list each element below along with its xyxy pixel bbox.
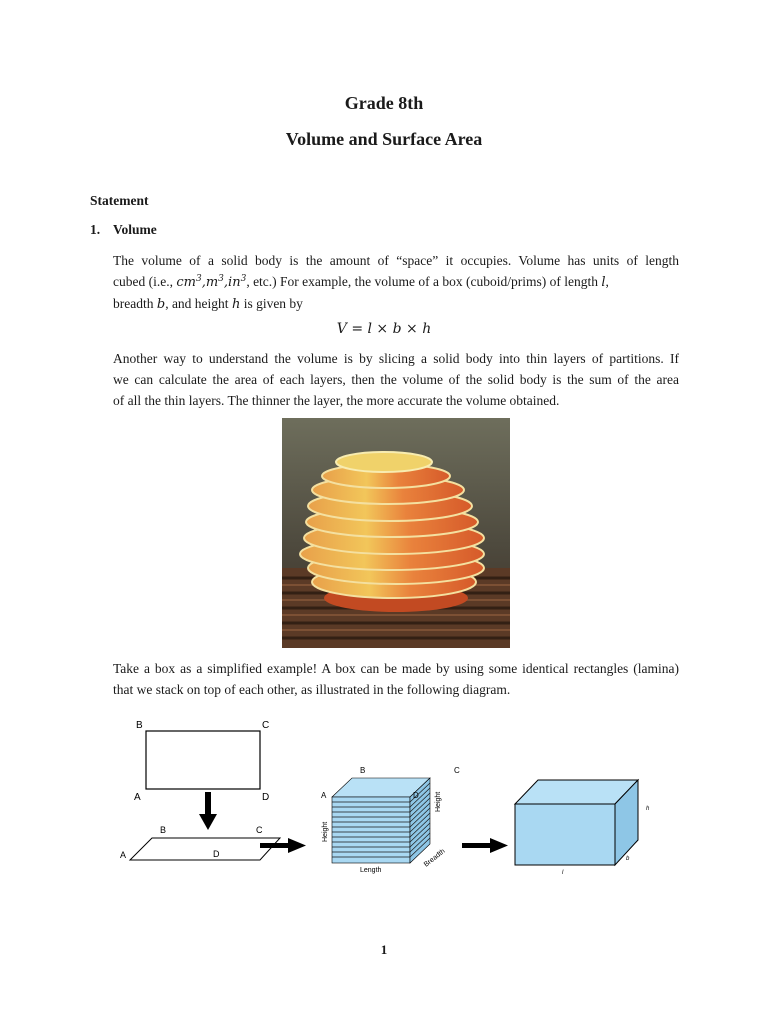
- down-arrow-icon: [199, 792, 217, 830]
- stack-label-a: A: [321, 791, 327, 800]
- slicing-paragraph: [113, 348, 679, 411]
- stack-height-right-label: Height: [435, 791, 442, 812]
- stack-breadth-label: Breadth: [422, 847, 447, 869]
- rect-label-d: D: [262, 792, 270, 803]
- p1-line1: The volume of a solid body is the amount of “space” it occupies. Volume has units of length: [113, 253, 679, 268]
- unit-m-base: m: [205, 275, 219, 290]
- p2-line2: we can calculate the area of each layers, then the volume of the solid body is the sum of the area: [113, 372, 679, 387]
- stack-height-left-label: Height: [322, 821, 329, 842]
- box-label-h: h: [646, 806, 650, 812]
- unit-m-exp: 3: [218, 274, 224, 284]
- p3-line2: that we stack on top of each other, as illustrated in the following diagram.: [113, 682, 511, 697]
- box-stacking-diagram: [110, 712, 670, 882]
- rect-label-a: A: [134, 792, 141, 803]
- p1-line3-text-b: , and height: [165, 296, 232, 311]
- unit-in-base: in: [228, 275, 241, 290]
- item-number: 1.: [90, 222, 101, 237]
- topic-title: Volume and Surface Area: [285, 129, 483, 149]
- box-label-l: l: [562, 870, 564, 876]
- unit-in-exp: 3: [240, 274, 247, 284]
- stack-length-label: Length: [360, 867, 382, 874]
- box-example-paragraph: [113, 658, 679, 700]
- lam-label-a: A: [120, 850, 127, 860]
- item-heading: Volume: [113, 222, 157, 237]
- lam-label-b: B: [160, 825, 167, 835]
- p2-line3: of all the thin layers. The thinner the layer, the more accurate the volume obtained.: [113, 393, 560, 408]
- p3-line1: Take a box as a simplified example! A box can be made by using some identical rectangles (lamina): [113, 661, 679, 676]
- var-l: l: [601, 275, 606, 290]
- flat-lamina: [120, 825, 280, 860]
- stack-label-c: C: [454, 766, 460, 775]
- volume-definition-paragraph: [113, 250, 679, 315]
- sliced-apple-photo: [282, 418, 510, 648]
- section-heading: Statement: [90, 193, 149, 208]
- stacked-laminae: [321, 766, 460, 874]
- solid-box: [515, 780, 650, 876]
- stack-label-b: B: [360, 766, 366, 775]
- unit-in: [228, 275, 246, 290]
- p1-line2-text-c: ,: [605, 274, 609, 289]
- p1-line2-text-a: cubed (i.e.,: [113, 274, 177, 289]
- p1-line3-text-c: is given by: [240, 296, 303, 311]
- rect-label-c: C: [262, 720, 270, 731]
- unit-cm-exp: 3: [195, 274, 202, 284]
- unit-cm-base: cm: [176, 275, 196, 290]
- var-h: h: [231, 297, 241, 312]
- p1-line3: [113, 293, 679, 315]
- right-arrow-icon: [462, 838, 508, 853]
- rectangle-lamina: [134, 720, 269, 803]
- stack-label-d: D: [413, 791, 419, 800]
- unit-m: [206, 275, 224, 290]
- p1-line2: cubed (i.e., $cm^3,m^3,in^3$, etc.) For example, the volume of a box (cuboid/prims) of length l,: [113, 274, 609, 290]
- grade-title: Grade 8th: [344, 93, 424, 113]
- page-number: 1: [380, 942, 388, 957]
- rect-label-b: B: [136, 720, 143, 731]
- var-b: b: [156, 297, 166, 312]
- box-label-b: b: [626, 856, 630, 862]
- unit-cm: [176, 275, 201, 290]
- p2-line1: Another way to understand the volume is by slicing a solid body into thin layers of partitions. If: [113, 351, 679, 366]
- lam-label-c: C: [256, 825, 263, 835]
- p1-line2-text-b: , etc.) For example, the volume of a box (cuboid/prims) of length: [246, 274, 602, 289]
- p1-line3-text-a: breadth: [113, 296, 157, 311]
- volume-formula: V = l × b × h: [336, 321, 432, 337]
- lam-label-d: D: [213, 849, 220, 859]
